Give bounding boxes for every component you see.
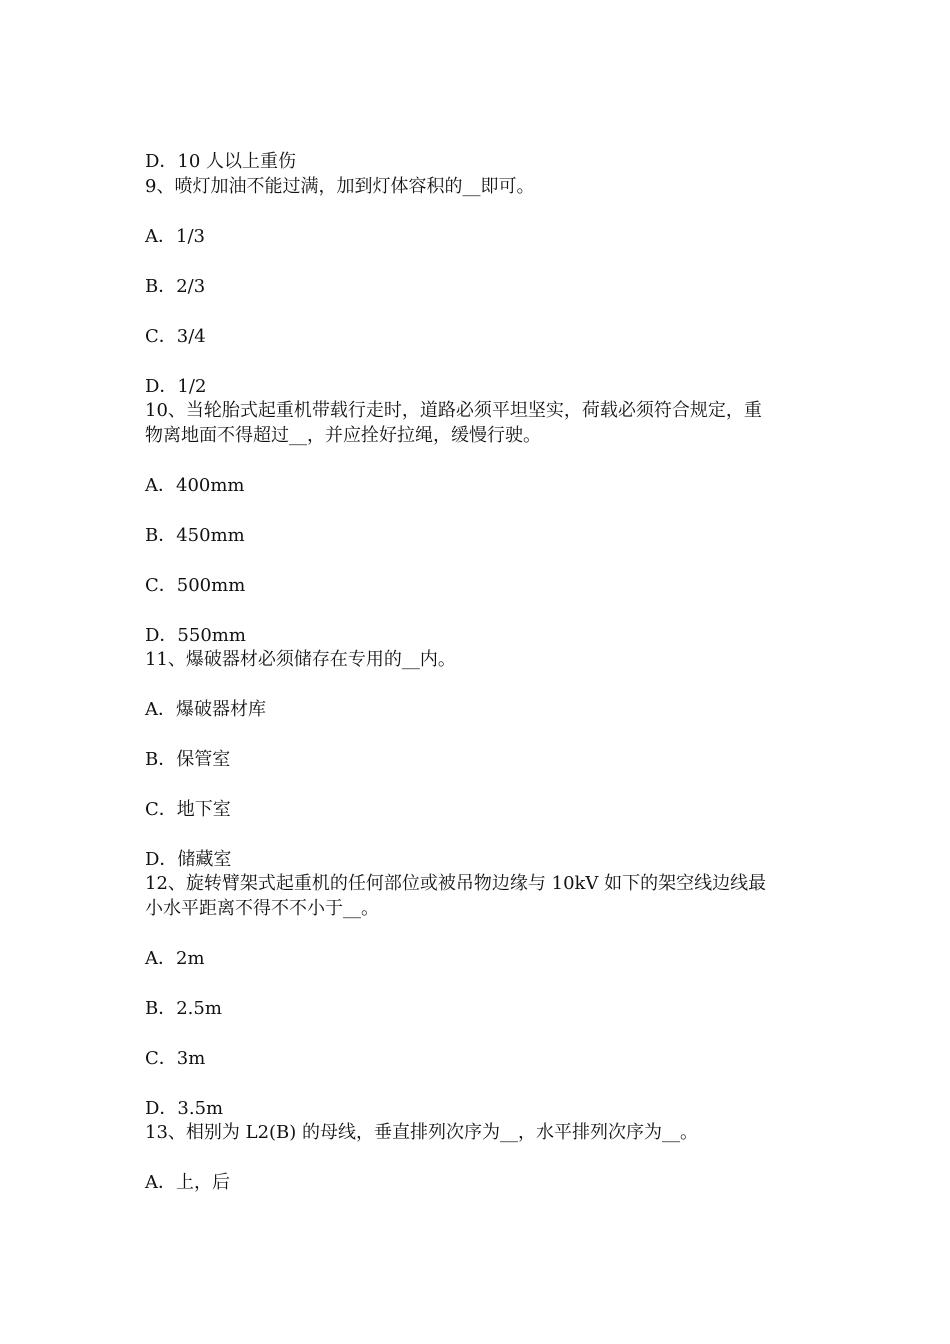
question-11-option-c: C．地下室 xyxy=(145,799,231,820)
question-11-stem: 11、爆破器材必须储存在专用的__内。 xyxy=(145,649,456,670)
question-10-option-a: A．400mm xyxy=(145,475,245,496)
question-9-option-d: D．1/2 xyxy=(145,376,207,397)
question-12-stem-line2: 小水平距离不得不不小于__。 xyxy=(145,898,379,919)
question-12-option-c: C．3m xyxy=(145,1048,206,1069)
question-10-option-b: B．450mm xyxy=(145,525,245,546)
question-11-option-b: B．保管室 xyxy=(145,749,231,770)
question-9-option-a: A．1/3 xyxy=(145,226,205,247)
question-10-stem-line2: 物离地面不得超过__，并应拴好拉绳，缓慢行驶。 xyxy=(145,425,541,446)
question-12-option-b: B．2.5m xyxy=(145,998,222,1019)
question-9-option-b: B．2/3 xyxy=(145,276,206,297)
question-9-option-c: C．3/4 xyxy=(145,326,206,347)
question-12-option-d: D．3.5m xyxy=(145,1098,224,1119)
question-11-option-a: A．爆破器材库 xyxy=(145,699,266,720)
prev-question-option-d: D．10 人以上重伤 xyxy=(145,151,297,172)
question-13-option-a: A．上，后 xyxy=(145,1172,230,1193)
question-12-stem-line1: 12、旋转臂架式起重机的任何部位或被吊物边缘与 10kV 如下的架空线边线最 xyxy=(145,873,767,894)
question-10-stem-line1: 10、当轮胎式起重机带载行走时，道路必须平坦坚实，荷载必须符合规定，重 xyxy=(145,400,762,421)
question-10-option-c: C．500mm xyxy=(145,575,246,596)
question-12-option-a: A．2m xyxy=(145,948,205,969)
question-9-stem: 9、喷灯加油不能过满，加到灯体容积的__即可。 xyxy=(145,176,535,197)
question-13-stem: 13、相别为 L2(B) 的母线，垂直排列次序为__，水平排列次序为__。 xyxy=(145,1122,699,1143)
question-11-option-d: D．储藏室 xyxy=(145,849,232,870)
question-10-option-d: D．550mm xyxy=(145,625,246,646)
